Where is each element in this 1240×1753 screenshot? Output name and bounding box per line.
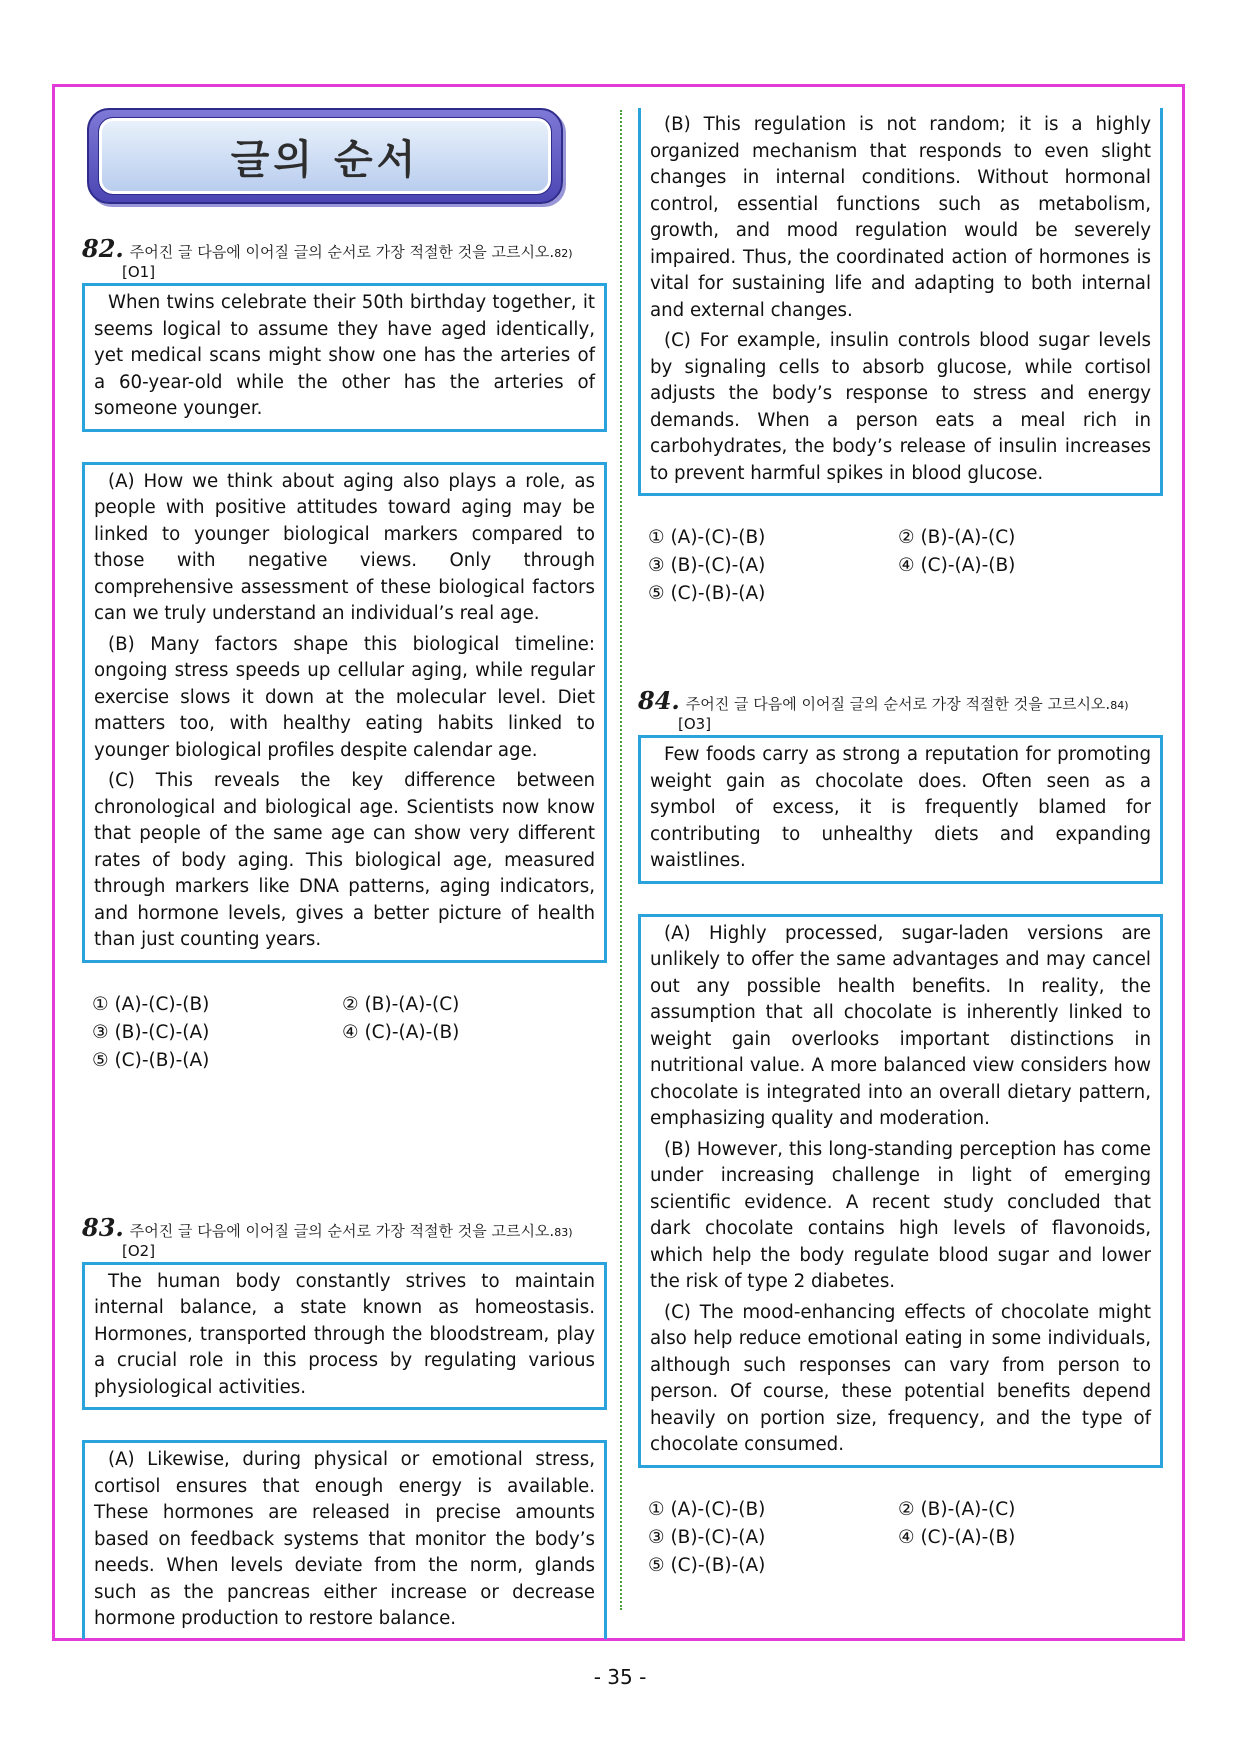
given-passage-box <box>82 1262 607 1411</box>
right-column <box>638 108 1163 1580</box>
section-title-banner <box>87 108 563 204</box>
choice-2[interactable]: ② (B)-(A)-(C) <box>898 527 1016 548</box>
paragraph-b: (B) This regulation is not random; it is a highly organized mechanism that responds to even slight changes in internal conditions. Without hormonal control, essential functions such as metabolism, growth, and mood regulation would be severely impaired. Thus, the coordinated action of hormones is vital for sustaining life and adapting to both internal and external changes. <box>650 114 1151 321</box>
answer-choices <box>648 524 1163 608</box>
given-passage: When twins celebrate their 50th birthday together, it seems logical to assume they have aged identically, yet medical scans might show one has the arteries of a 60-year-old while the other has the arteries of someone younger. <box>94 292 595 419</box>
paragraphs-box <box>82 462 607 963</box>
choice-5[interactable]: ⑤ (C)-(B)-(A) <box>92 1049 210 1071</box>
paragraph-b: (B) Many factors shape this biological timeline: ongoing stress speeds up cellular aging, while regular exercise slows it down at the molecular level. Diet matters too, with healthy eating habits linked to younger biological profiles despite calendar age. <box>94 633 595 761</box>
question-prompt: 주어진 글 다음에 이어질 글의 순서로 가장 적절한 것을 고르시오. <box>129 243 555 261</box>
footnote-ref: 84) <box>1110 699 1129 712</box>
paragraph-c: (C) For example, insulin controls blood sugar levels by signaling cells to absorb glucose, while cortisol adjusts the body’s response to stress and energy demands. When a person eats a meal rich in carbohydrates, the body’s release of insulin increases to prevent harmful spikes in blood glucose. <box>650 330 1151 484</box>
paragraph-b: (B) However, this long-standing perception has come under increasing challenge in light of emerging scientific evidence. A recent study concluded that dark chocolate contains high levels of flavonoids, which help the body regulate blood sugar and lower the risk of type 2 diabetes. <box>650 1138 1151 1292</box>
question-code: [O2] <box>122 1241 156 1260</box>
paragraph-c: (C) The mood-enhancing effects of chocolate might also help reduce emotional eating in some individuals, although such responses can vary from person to person. Of course, these potential benefits depend heavily on portion size, frequency, and the type of chocolate consumed. <box>650 1301 1151 1455</box>
section-title-inner <box>99 118 551 194</box>
choice-2[interactable]: ② (B)-(A)-(C) <box>342 993 460 1015</box>
question-prompt: 주어진 글 다음에 이어질 글의 순서로 가장 적절한 것을 고르시오. <box>685 695 1111 713</box>
footnote-ref: 83) <box>554 1225 573 1239</box>
given-passage-box <box>638 735 1163 884</box>
choice-3[interactable]: ③ (B)-(C)-(A) <box>648 555 766 576</box>
question-83-header <box>82 1213 607 1260</box>
section-title: 글의 순서 <box>230 136 420 183</box>
paragraph-a: (A) Highly processed, sugar-laden versions are unlikely to offer the same advantages and may cancel out any possible health benefits. In reality, the assumption that all chocolate is inherently linked to weight gain overlooks important distinctions in nutritional value. A more balanced view considers how chocolate is integrated into an overall dietary pattern, emphasizing quality and moderation. <box>650 922 1151 1129</box>
choice-3[interactable]: ③ (B)-(C)-(A) <box>92 1021 210 1043</box>
column-divider <box>620 110 622 1610</box>
paragraph-a: (A) Likewise, during physical or emotional stress, cortisol ensures that enough energy is available. These hormones are released in precise amounts based on feedback systems that monitor the body’s needs. When levels deviate from the norm, glands such as the pancreas either increase or decrease hormone production to restore balance. <box>94 1449 595 1629</box>
choice-2[interactable]: ② (B)-(A)-(C) <box>898 1498 1016 1520</box>
question-number: 82. <box>82 234 124 263</box>
answer-choices <box>648 1496 1163 1580</box>
choice-5[interactable]: ⑤ (C)-(B)-(A) <box>648 1554 766 1576</box>
given-passage-box <box>82 283 607 432</box>
choice-4[interactable]: ④ (C)-(A)-(B) <box>898 555 1016 576</box>
choice-4[interactable]: ④ (C)-(A)-(B) <box>898 1526 1016 1548</box>
choice-1[interactable]: ① (A)-(C)-(B) <box>648 527 766 548</box>
footnote-ref: 82) <box>554 247 573 260</box>
paragraph-c: (C) This reveals the key difference between chronological and biological age. Scientists now know that people of the same age can show very different rates of body aging. This biological age, measured through markers like DNA patterns, aging indicators, and hormone levels, gives a better picture of health than just counting years. <box>94 770 595 950</box>
question-82-header <box>82 234 607 281</box>
question-prompt: 주어진 글 다음에 이어질 글의 순서로 가장 적절한 것을 고르시오. <box>129 1221 555 1240</box>
question-number: 84. <box>638 686 680 715</box>
choice-1[interactable]: ① (A)-(C)-(B) <box>92 993 210 1015</box>
given-passage: The human body constantly strives to maintain internal balance, a state known as homeostasis. Hormones, transported through the bloodstream, play a crucial role in this process by regulating various physiological activities. <box>94 1270 595 1398</box>
paragraphs-box-part2 <box>638 108 1163 496</box>
choice-1[interactable]: ① (A)-(C)-(B) <box>648 1498 766 1520</box>
choice-3[interactable]: ③ (B)-(C)-(A) <box>648 1526 766 1548</box>
choice-5[interactable]: ⑤ (C)-(B)-(A) <box>648 583 766 604</box>
answer-choices <box>92 991 607 1075</box>
question-84-header <box>638 686 1163 733</box>
paragraph-a: (A) How we think about aging also plays a role, as people with positive attitudes toward aging may be linked to younger biological markers compared to those with negative views. Only through comprehensive assessment of these biological factors can we truly understand an individual’s real age. <box>94 470 595 624</box>
left-column <box>82 108 607 1639</box>
question-number: 83. <box>82 1212 124 1242</box>
page-number: - 35 - <box>593 1665 647 1689</box>
question-code: [O1] <box>122 263 156 281</box>
paragraphs-box <box>638 914 1163 1468</box>
paragraphs-box-part1 <box>82 1440 607 1639</box>
choice-4[interactable]: ④ (C)-(A)-(B) <box>342 1021 460 1043</box>
given-passage: Few foods carry as strong a reputation for promoting weight gain as chocolate does. Often seen as a symbol of excess, it is frequently blamed for contributing to unhealthy diets and expanding waistlines. <box>650 744 1151 871</box>
question-code: [O3] <box>678 715 712 733</box>
